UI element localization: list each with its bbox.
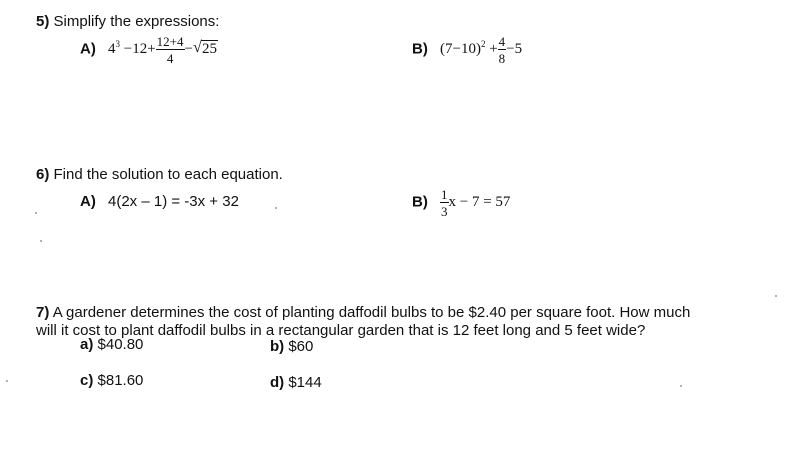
q7-line-2: will it cost to plant daffodil bulbs in a rectangular garden that is 12 feet long and 5 feet wide? <box>36 322 646 339</box>
scan-speck <box>6 380 8 382</box>
q5-number: 5) <box>36 13 50 30</box>
q5-prompt: Simplify the expressions: <box>53 13 220 30</box>
q5-a-after-power: −12+ <box>120 41 156 58</box>
q5-part-b <box>412 35 522 65</box>
q7-line-1-text: A gardener determines the cost of planting daffodil bulbs to be $2.40 per square foot. How much <box>52 304 691 321</box>
q7-option-d-label: d) <box>270 374 285 391</box>
scan-speck <box>40 240 42 242</box>
q5-b-expression <box>440 34 523 66</box>
scan-speck <box>35 212 37 214</box>
q6-part-a <box>80 193 239 210</box>
q7-option-d <box>270 374 322 391</box>
q5-b-frac-num: 4 <box>498 34 506 49</box>
q5-a-sqrt <box>193 41 218 58</box>
q7-option-c-label: c) <box>80 372 94 389</box>
scan-speck <box>680 385 682 387</box>
q7-line-1 <box>36 304 690 322</box>
radical-icon: √ <box>192 39 202 57</box>
q6-b-fraction <box>440 188 449 218</box>
q6-b-expression <box>440 187 511 219</box>
q5-a-exponent: 3 <box>115 39 120 50</box>
q6-heading <box>36 166 283 183</box>
q6-b-label: B) <box>412 193 428 211</box>
scan-speck <box>275 207 277 209</box>
q5-b-paren: (7−10) <box>440 41 481 58</box>
q7-option-b-label: b) <box>270 338 285 355</box>
q5-a-minus: − <box>184 41 193 58</box>
q5-b-fraction <box>498 35 507 65</box>
scan-speck <box>775 295 777 297</box>
q6-a-equation: 4(2x – 1) = -3x + 32 <box>108 193 239 210</box>
q5-b-tail: −5 <box>506 41 523 58</box>
q5-a-expression <box>108 34 218 66</box>
q6-prompt: Find the solution to each equation. <box>53 166 283 183</box>
q7-option-d-value: $144 <box>288 374 322 391</box>
q7-option-b-value: $60 <box>288 338 314 355</box>
q6-b-frac-num: 1 <box>441 187 448 202</box>
q7-option-a-label: a) <box>80 336 94 353</box>
q7-option-b <box>270 338 313 355</box>
q7-text <box>36 304 690 340</box>
q6-number: 6) <box>36 166 50 183</box>
q6-a-label: A) <box>80 193 96 210</box>
q5-heading <box>36 13 219 30</box>
q5-a-label: A) <box>80 40 96 58</box>
q7-option-c <box>80 372 143 389</box>
q7-option-c-value: $81.60 <box>97 372 144 389</box>
q7-option-a-value: $40.80 <box>97 336 144 353</box>
q7-option-a <box>80 336 143 353</box>
q5-a-radicand: 25 <box>201 41 217 58</box>
q5-a-frac-den: 4 <box>156 49 185 65</box>
q6-b-tail: x − 7 = 57 <box>448 194 511 211</box>
q5-a-fraction <box>156 35 185 65</box>
q6-part-b <box>412 188 510 218</box>
q5-a-base: 4 <box>108 41 116 58</box>
q5-b-label: B) <box>412 40 428 58</box>
q6-b-frac-den: 3 <box>441 204 448 219</box>
q5-a-frac-num: 12+4 <box>156 34 184 49</box>
q5-b-exponent: 2 <box>480 39 486 50</box>
q5-b-plus: + <box>485 41 498 58</box>
q5-b-frac-den: 8 <box>498 51 506 66</box>
q5-part-a <box>80 35 218 65</box>
q7-number: 7) <box>36 304 50 321</box>
